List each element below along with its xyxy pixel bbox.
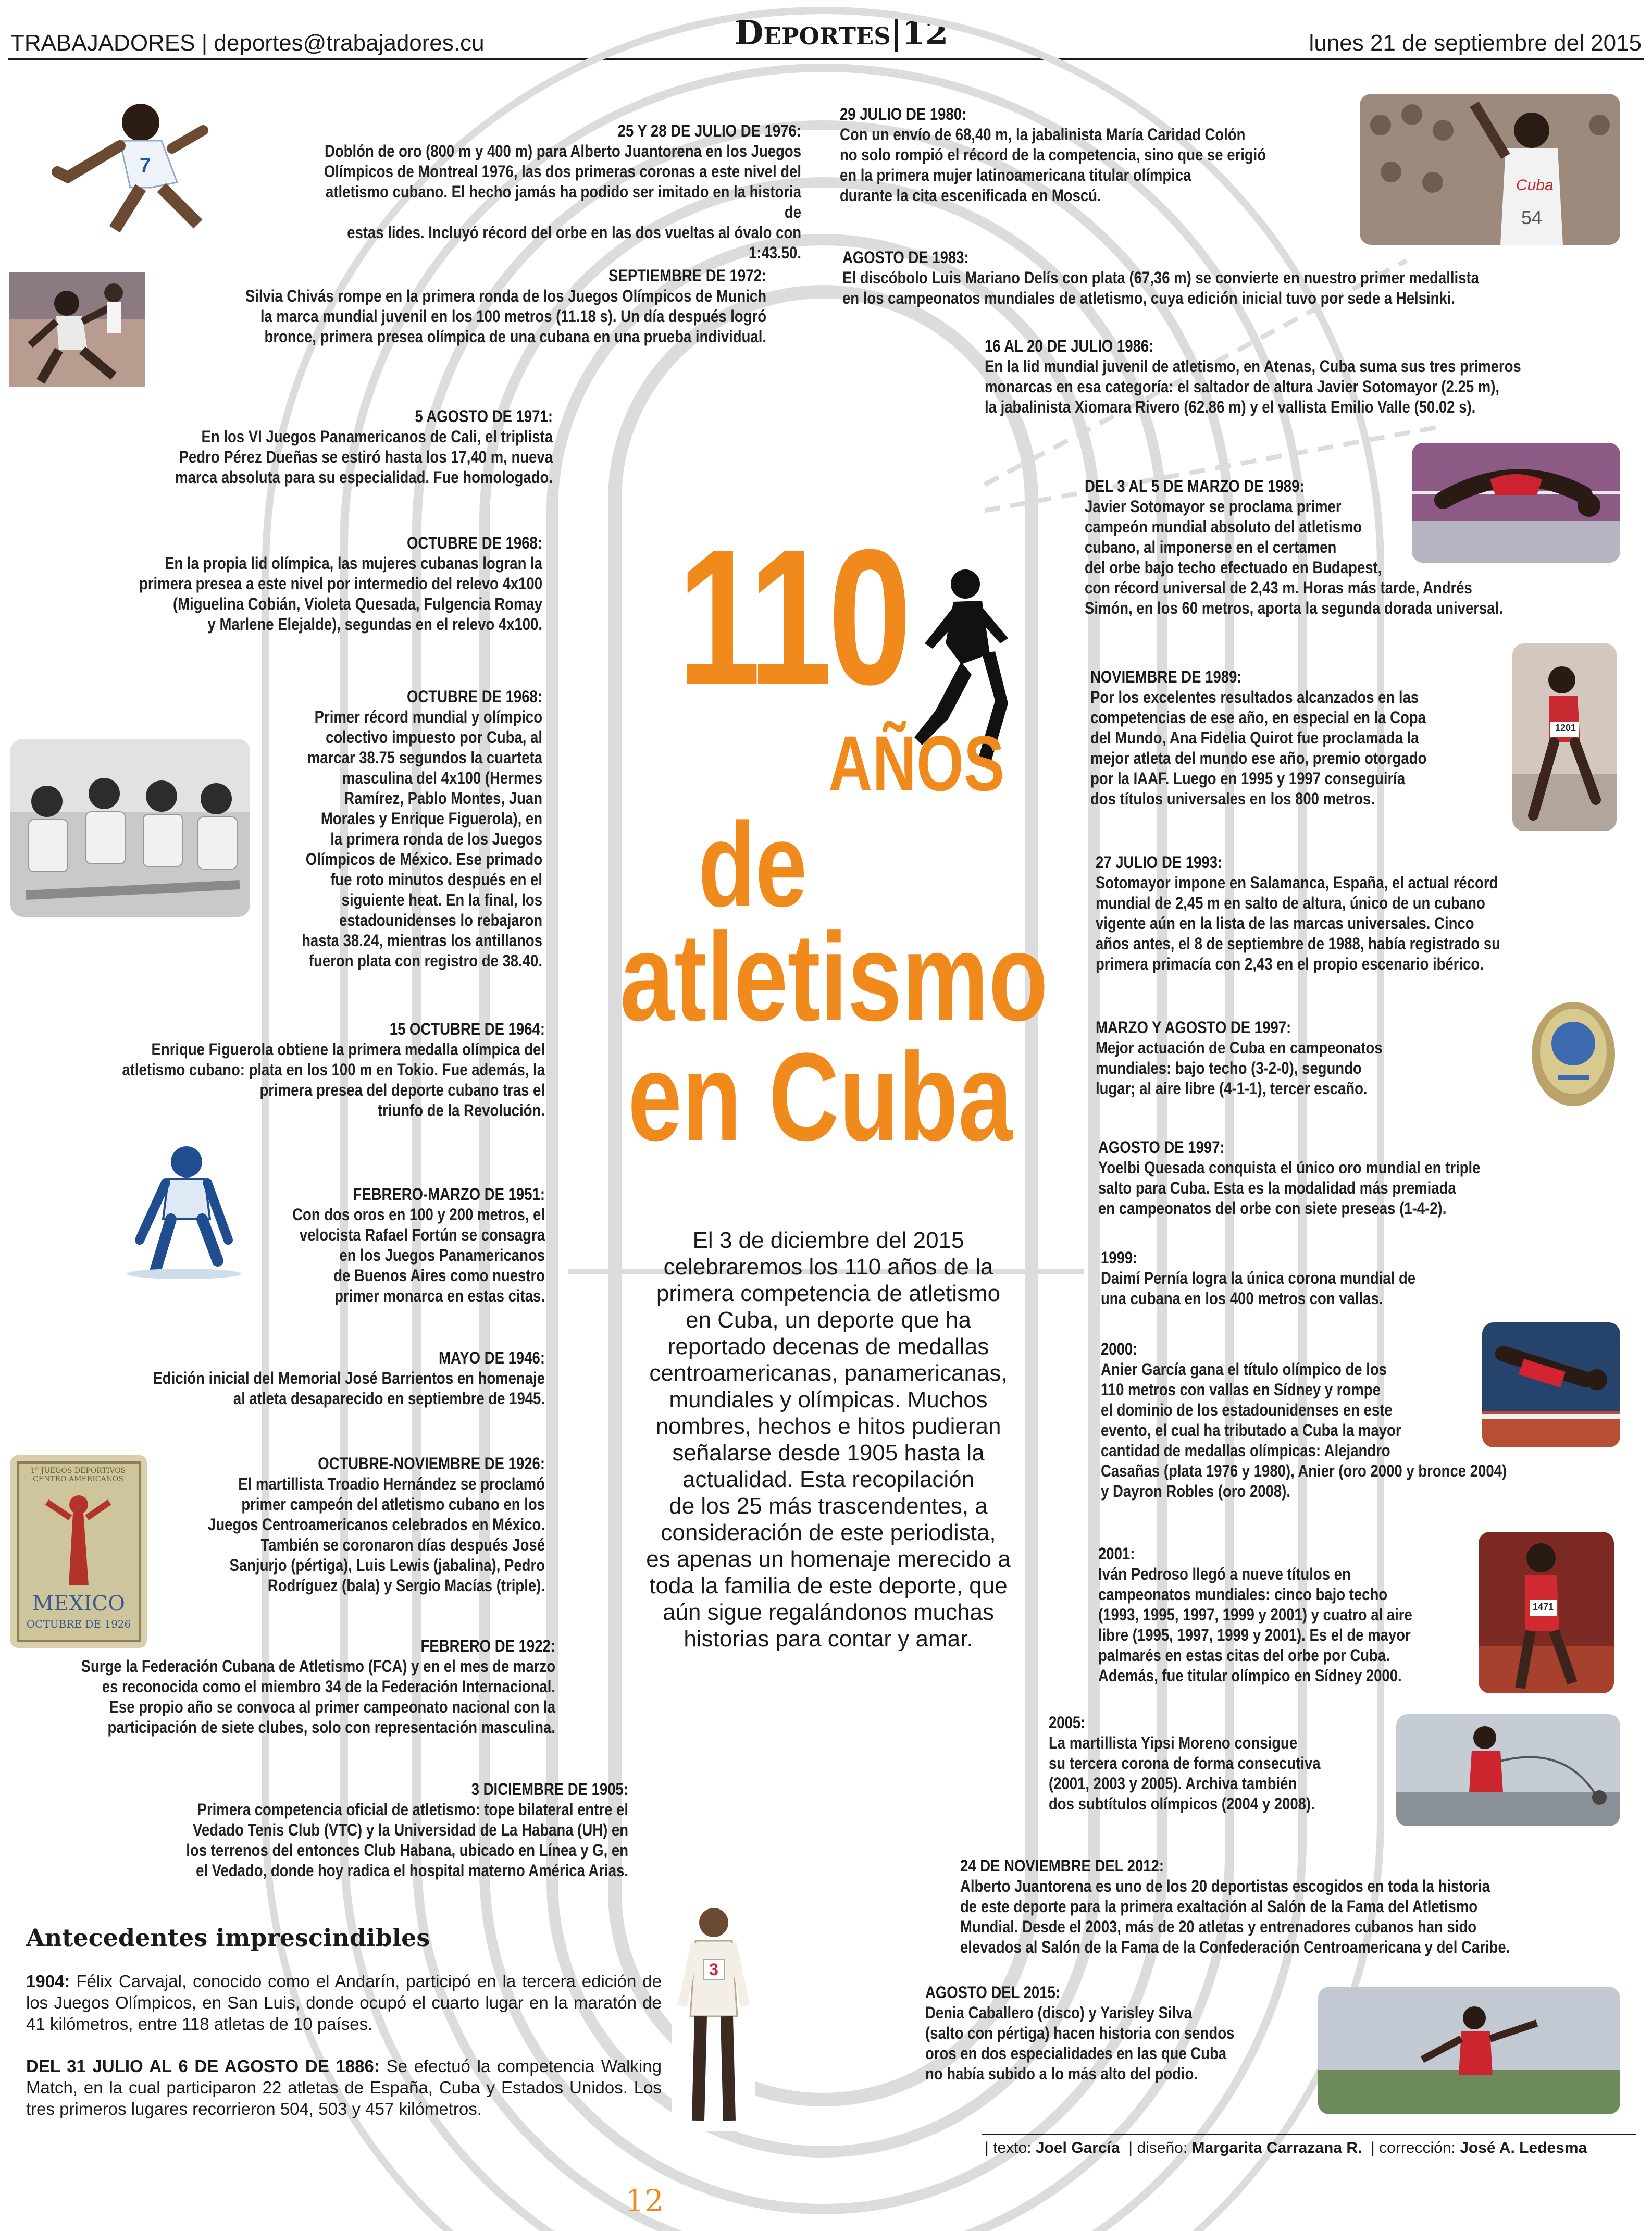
event-date: 1999: bbox=[1101, 1248, 1138, 1267]
antecedente-1886 bbox=[26, 2055, 662, 2120]
section-name: Deportes bbox=[735, 14, 891, 53]
headline-anos: AÑOS bbox=[828, 720, 1005, 807]
event-left-1951 bbox=[231, 1184, 545, 1306]
antecedente-1904 bbox=[26, 1970, 662, 2035]
poster-date: OCTUBRE DE 1926 bbox=[26, 1618, 131, 1630]
event-text: Silvia Chivás rompe en la primera ronda de los Juegos Olímpicos de Munich la marca mundial juvenil en los 100 metros (11.18 s). Un día después logró bronce, primera presea olímpica de una cubana en una prueba individual. bbox=[245, 287, 766, 346]
poster-mexico: MEXICO bbox=[32, 1592, 125, 1616]
credits-rule bbox=[982, 2134, 1636, 2135]
section-title: Deportes|12 bbox=[735, 14, 949, 53]
footer-page-number: 12 bbox=[625, 2183, 664, 2218]
event-date: MAYO DE 1946: bbox=[439, 1348, 545, 1367]
event-date: 3 DICIEMBRE DE 1905: bbox=[471, 1780, 628, 1799]
event-text: Con un envío de 68,40 m, la jabalinista María Caridad Colón no solo rompió el récord de la competencia, sino que se erigió en la primera mujer latinoamericana titular olímpica durante la cita escenificada en Moscú. bbox=[840, 125, 1266, 205]
event-left-1972 bbox=[229, 266, 766, 347]
section-page-number: 12 bbox=[902, 14, 949, 53]
credits: | texto: Joel García | diseño: Margarita Carrazana R. | corrección: José A. Ledesma bbox=[985, 2139, 1587, 2156]
event-text: En la propia lid olímpica, las mujeres cubanas logran la primera presea a este nivel por intermedio del relevo 4x100 (Miguelina Cobián, Violeta Quesada, Fulgencia Romay y Marlene Elejalde), segundas en el relevo 4x100. bbox=[139, 554, 542, 634]
event-right-1989-nov bbox=[1090, 667, 1494, 809]
event-text: Alberto Juantorena es uno de los 20 deportistas escogidos en toda la historia de este deporte para la primera exaltación al Salón de la Fama del Atletismo Mundial. Desde el 2003, más de 20 atletas y entrenadores cubanos han sido elevados al Salón de la Fama de la Confederación Centroamericana y del Caribe. bbox=[960, 1877, 1510, 1956]
event-text: En los VI Juegos Panamericanos de Cali, el triplista Pedro Pérez Dueñas se estiró hasta los 17,40 m, nueva marca absoluta para su especialidad. Fue homologado. bbox=[175, 427, 553, 487]
event-date: 24 DE NOVIEMBRE DEL 2012: bbox=[960, 1856, 1164, 1875]
event-left-1946 bbox=[52, 1348, 545, 1409]
event-left-1922 bbox=[18, 1636, 555, 1738]
event-date: 2005: bbox=[1049, 1713, 1086, 1732]
event-text: Por los excelentes resultados alcanzados en las competencias de ese año, en especial en la Copa del Mundo, Ana Fidelia Quirot fue proclamada la mejor atleta del mundo ese año, premio otorgado por la IAAF. Luego en 1995 y 1997 conseguiría dos títulos universales en los 800 metros. bbox=[1090, 688, 1427, 808]
event-left-1905 bbox=[91, 1779, 628, 1881]
event-right-2015 bbox=[925, 1982, 1328, 2084]
chivas-photo bbox=[9, 272, 145, 387]
event-date: 27 JULIO DE 1993: bbox=[1096, 853, 1223, 872]
credit-texto-label: texto: bbox=[993, 2139, 1032, 2156]
event-text: Anier García gana el título olímpico de los 110 metros con vallas en Sídney y rompe el dominio de los estadounidenses en este evento, el cual ha tributado a Cuba la mayor cantidad de medallas olímpicas: Alejandro Casañas (plata 1976 y 1980), Anier (oro 2000 y bronce 2004) y Dayron Robles (oro 2008). bbox=[1101, 1360, 1507, 1501]
event-text: El martillista Troadio Hernández se proclamó primer campeón del atletismo cubano en los Juegos Centroamericanos celebrados en México. También se coronaron días después José Sanjurjo (pértiga), Luis Lewis (jabalina), Pedro Rodríguez (bala) y Sergio Macías (triple). bbox=[208, 1474, 545, 1595]
event-text: Doblón de oro (800 m y 400 m) para Alberto Juantorena en los Juegos Olímpicos de Montreal 1976, las dos primeras coronas a este nivel del atletismo cubano. El hecho jamás ha podido ser imitado en la historia de estas lides. Incluyó récord del orbe en las dos vueltas al óvalo con 1:43.50. bbox=[324, 142, 801, 262]
headline-en-cuba: en Cuba bbox=[628, 1027, 1013, 1167]
event-date: 2000: bbox=[1101, 1340, 1138, 1358]
event-date: AGOSTO DEL 2015: bbox=[925, 1983, 1060, 2002]
event-text: Primera competencia oficial de atletismo: tope bilateral entre el Vedado Tenis Club (VTC) y la Universidad de La Habana (UH) en los terrenos del entonces Club Habana, ubicado en Línea y G, en el Vedado, donde hoy radica el hospital materno América Arias. bbox=[186, 1800, 628, 1880]
event-date: 16 AL 20 DE JULIO 1986: bbox=[985, 337, 1154, 355]
event-left-1968-men bbox=[229, 687, 542, 971]
credit-diseno-label: diseño: bbox=[1137, 2139, 1188, 2156]
event-text: Primer récord mundial y olímpico colectivo impuesto por Cuba, al marcar 38.75 segundos la cuarteta masculina del 4x100 (Hermes Ramírez, Pablo Montes, Juan Morales y Enrique Figuerola), en la primera ronda de los Juegos Olímpicos de México. Ese primado fue roto minutos después en el siguiente heat. En la final, los estadounidenses lo rebajaron hasta 38.24, mientras los antillanos fueron plata con registro de 38.40. bbox=[302, 708, 542, 970]
event-right-1999 bbox=[1101, 1248, 1549, 1309]
event-text: La martillista Yipsi Moreno consigue su tercera corona de forma consecutiva (2001, 2003 y 2005). Archiva también dos subtítulos olímpicos (2004 y 2008). bbox=[1049, 1733, 1321, 1813]
event-date: MARZO Y AGOSTO DE 1997: bbox=[1096, 1018, 1291, 1037]
intro-text: El 3 de diciembre del 2015 celebraremos los 110 años de la primera competencia de atletismo en Cuba, un deporte que ha reportado decenas de medallas centroamericanas, panamericanas, mundiales y olímpicas. Muchos nombres, hechos e hitos pudieran señalarse desde 1905 hasta la actualidad. Esta recopilación de los 25 más trascendentes, a consideración de este periodista, es apenas un homenaje merecido a toda la familia de este deporte, que aún sigue regalándonos muchas historias para contar y amar. bbox=[646, 1228, 1011, 1652]
event-date: FEBRERO DE 1922: bbox=[420, 1637, 555, 1655]
colon-photo bbox=[1360, 94, 1620, 245]
medal-photo bbox=[1529, 999, 1618, 1109]
event-text: Daimí Pernía logra la única corona mundial de una cubana en los 400 metros con vallas. bbox=[1101, 1269, 1416, 1308]
event-text: Con dos oros en 100 y 200 metros, el velocista Rafael Fortún se consagra en los Juegos Panamericanos de Buenos Aires como nuestro primer monarca en estas citas. bbox=[292, 1205, 545, 1305]
event-right-2005 bbox=[1049, 1713, 1452, 1814]
event-right-1989-mar bbox=[1085, 476, 1622, 618]
event-left-1976 bbox=[308, 121, 801, 263]
event-text: Surge la Federación Cubana de Atletismo (FCA) y en el mes de marzo es reconocida como el miembro 34 de la Federación Internacional. Ese propio año se convoca al primer campeonato nacional con la participación de siete clubes, solo con representación masculina. bbox=[81, 1657, 555, 1737]
antecedente-date: DEL 31 JULIO AL 6 DE AGOSTO DE 1886: bbox=[26, 2056, 380, 2076]
juantorena-photo bbox=[21, 99, 219, 234]
event-right-2012 bbox=[960, 1856, 1632, 1957]
event-text: El discóbolo Luis Mariano Delís con plata (67,36 m) se convierte en nuestro primer medallista en los campeonatos mundiales de atletismo, cuya edición inicial tuvo por sede a Helsinki. bbox=[842, 268, 1479, 307]
header-org-name: TRABAJADORES bbox=[10, 30, 195, 56]
event-date: OCTUBRE-NOVIEMBRE DE 1926: bbox=[318, 1454, 545, 1473]
svg-text:7: 7 bbox=[140, 155, 151, 177]
quirot-bib: 1201 bbox=[1555, 723, 1576, 733]
event-date: 2001: bbox=[1098, 1544, 1135, 1563]
headline-de: de bbox=[698, 798, 808, 932]
event-date: OCTUBRE DE 1968: bbox=[407, 687, 542, 706]
event-text: Sotomayor impone en Salamanca, España, el actual récord mundial de 2,45 m en salto de altura, único de un cubano vigente aún en la lista de las marcas universales. Cinco años antes, el 8 de septiembre de 1988, había registrado su primera primacía con 2,43 en el propio escenario ibérico. bbox=[1096, 873, 1500, 973]
event-text: Denia Caballero (disco) y Yarisley Silva (salto con pértiga) hacen historia con sendos oros en dos especialidades en las que Cuba no había subido a lo más alto del podio. bbox=[925, 2003, 1235, 2083]
quirot-photo bbox=[1512, 643, 1617, 831]
headline-110: 110 bbox=[677, 510, 908, 725]
header-date: lunes 21 de septiembre del 2015 bbox=[1309, 30, 1642, 56]
event-text: En la lid mundial juvenil de atletismo, en Atenas, Cuba suma sus tres primeros monarcas en esa categoría: el saltador de altura Javier Sotomayor (2.25 m), la jabalinista Xiomara Rivero (62.86 m) y el vallista Emilio Valle (50.02 s). bbox=[985, 357, 1521, 416]
event-text: Yoelbi Quesada conquista el único oro mundial en triple salto para Cuba. Esta es la modalidad más premiada en campeonatos del orbe con siete preseas (1-4-2). bbox=[1098, 1158, 1481, 1218]
event-date: AGOSTO DE 1997: bbox=[1098, 1138, 1225, 1157]
credit-diseno-name: Margarita Carrazana R. bbox=[1191, 2139, 1362, 2156]
event-left-1971 bbox=[150, 406, 553, 488]
event-date: 29 JULIO DE 1980: bbox=[840, 105, 967, 123]
carvajal-photo bbox=[672, 1902, 755, 2131]
credit-correccion-name: José A. Ledesma bbox=[1460, 2139, 1587, 2156]
event-date: 25 Y 28 DE JULIO DE 1976: bbox=[617, 121, 801, 140]
event-right-1980 bbox=[840, 104, 1333, 206]
event-right-1997-quesada bbox=[1098, 1137, 1591, 1219]
antecedentes-body bbox=[26, 1970, 662, 2140]
antecedente-text: Félix Carvajal, conocido como el Andarín, participó en la tercera edición de los Juegos Olímpicos, en San Luis, donde ocupó el cuarto lugar en la maratón de 41 kilómetros, entre 118 atletas de 10 países. bbox=[26, 1972, 662, 2034]
event-date: 15 OCTUBRE DE 1964: bbox=[389, 1020, 545, 1038]
event-date: 5 AGOSTO DE 1971: bbox=[415, 407, 553, 426]
poster-top-text: 1º JUEGOS DEPORTIVOS CENTRO AMERICANOS bbox=[30, 1467, 126, 1483]
event-text: Edición inicial del Memorial José Barrientos en homenaje al atleta desaparecido en septiembre de 1945. bbox=[153, 1369, 545, 1408]
fortun-photo bbox=[119, 1141, 249, 1282]
event-date: DEL 3 AL 5 DE MARZO DE 1989: bbox=[1085, 477, 1305, 495]
headline-atletismo: atletismo bbox=[620, 907, 1048, 1047]
mexico-1926-poster bbox=[10, 1455, 147, 1648]
svg-text:54: 54 bbox=[1521, 207, 1543, 228]
event-right-1986 bbox=[985, 336, 1567, 417]
event-date: NOVIEMBRE DE 1989: bbox=[1090, 667, 1242, 686]
event-text: Iván Pedroso llegó a nueve títulos en campeonatos mundiales: cinco bajo techo (1993, 1995, 1997, 1999 y 2001) y cuatro al aire libre (1995, 1997, 1999 y 2001). Es el de mayor palmarés en estas citas del orbe por Cuba. Además, fue titular olímpico en Sídney 2000. bbox=[1098, 1565, 1412, 1685]
pedroso-bib: 1471 bbox=[1532, 1602, 1554, 1612]
credit-texto-name: Joel García bbox=[1035, 2139, 1120, 2156]
event-right-1993 bbox=[1096, 852, 1588, 974]
svg-text:Cuba: Cuba bbox=[1516, 177, 1554, 194]
event-date: SEPTIEMBRE DE 1972: bbox=[608, 266, 766, 285]
event-text: Enrique Figuerola obtiene la primera medalla olímpica del atletismo cubano: plata en los 100 m en Tokio. Fue además, la primera presea del deporte cubano tras el triunfo de la Revolución. bbox=[122, 1040, 545, 1120]
event-left-1964 bbox=[52, 1019, 545, 1121]
antecedente-text: Se efectuó la competencia Walking Match, en la cual participaron 22 atletas de España, Cuba y Estados Unidos. Los tres primeros lugares recorrieron 504, 503 y 457 kilómetros. bbox=[26, 2056, 662, 2118]
antecedente-date: 1904: bbox=[26, 1972, 70, 1991]
event-date: AGOSTO DE 1983: bbox=[842, 248, 969, 267]
antecedentes-title: Antecedentes imprescindibles bbox=[26, 1924, 430, 1952]
event-right-2001 bbox=[1098, 1544, 1501, 1686]
event-right-2000 bbox=[1101, 1339, 1594, 1502]
event-left-1968-women bbox=[49, 533, 542, 635]
event-date: OCTUBRE DE 1968: bbox=[407, 534, 542, 552]
event-left-1926 bbox=[142, 1454, 545, 1596]
event-right-1983 bbox=[842, 247, 1537, 308]
event-date: FEBRERO-MARZO DE 1951: bbox=[353, 1185, 545, 1204]
carvajal-bib: 3 bbox=[709, 1960, 718, 1979]
header-email[interactable]: deportes@trabajadores.cu bbox=[214, 30, 485, 56]
relay-team-photo bbox=[10, 739, 250, 917]
event-text: Javier Sotomayor se proclama primer campeón mundial absoluto del atletismo cubano, al imponerse en el certamen del orbe bajo techo efectuado en Budapest, con récord universal de 2,43 m. Horas más tarde, Andrés Simón, en los 60 metros, aporta la segunda dorada universal. bbox=[1085, 497, 1503, 617]
event-text: Mejor actuación de Cuba en campeonatos mundiales: bajo techo (3-2-0), segundo lugar; al aire libre (4-1-1), tercer escaño. bbox=[1096, 1038, 1383, 1098]
credit-correccion-label: corrección: bbox=[1379, 2139, 1456, 2156]
caballero-photo bbox=[1318, 1987, 1620, 2114]
event-right-1997-mundiales bbox=[1096, 1018, 1499, 1099]
header-org: TRABAJADORES | deportes@trabajadores.cu bbox=[10, 30, 485, 56]
